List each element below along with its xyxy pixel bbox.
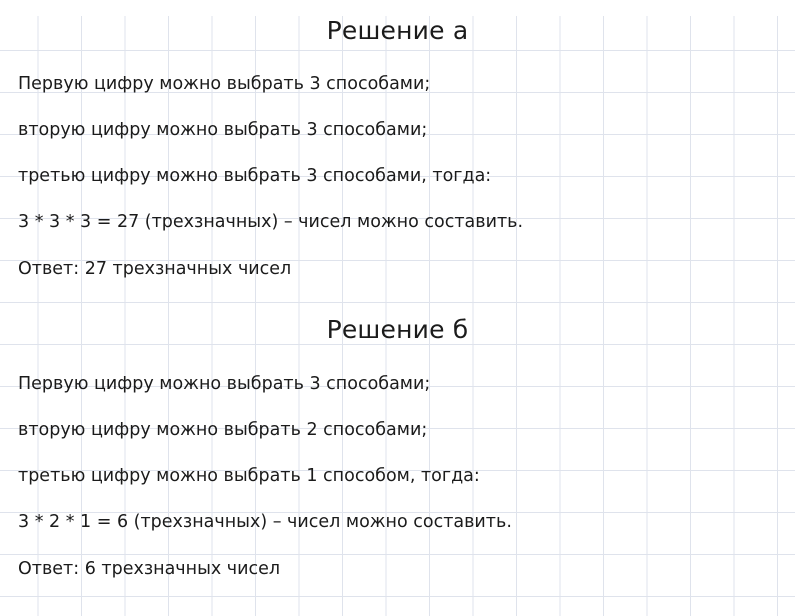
solution-b-answer: Ответ: 6 трехзначных чисел xyxy=(18,559,281,579)
section-heading-a: Решение а xyxy=(326,16,469,45)
grid-paper-page xyxy=(0,16,795,616)
solution-a-calculation: 3 * 3 * 3 = 27 (трехзначных) – чисел можно составить. xyxy=(18,212,524,232)
solution-a-line-1: Первую цифру можно выбрать 3 способами; xyxy=(18,74,431,94)
section-heading-b: Решение б xyxy=(326,315,469,344)
solution-a-line-2: вторую цифру можно выбрать 3 способами; xyxy=(18,120,428,140)
solution-b-line-3: третью цифру можно выбрать 1 способом, тогда: xyxy=(18,466,480,486)
solution-b-line-1: Первую цифру можно выбрать 3 способами; xyxy=(18,374,431,394)
solution-b-line-2: вторую цифру можно выбрать 2 способами; xyxy=(18,420,428,440)
document-content xyxy=(0,16,795,579)
solution-b-calculation: 3 * 2 * 1 = 6 (трехзначных) – чисел можно составить. xyxy=(18,512,512,532)
solution-a-answer: Ответ: 27 трехзначных чисел xyxy=(18,259,292,279)
solution-a-line-3: третью цифру можно выбрать 3 способами, тогда: xyxy=(18,166,492,186)
